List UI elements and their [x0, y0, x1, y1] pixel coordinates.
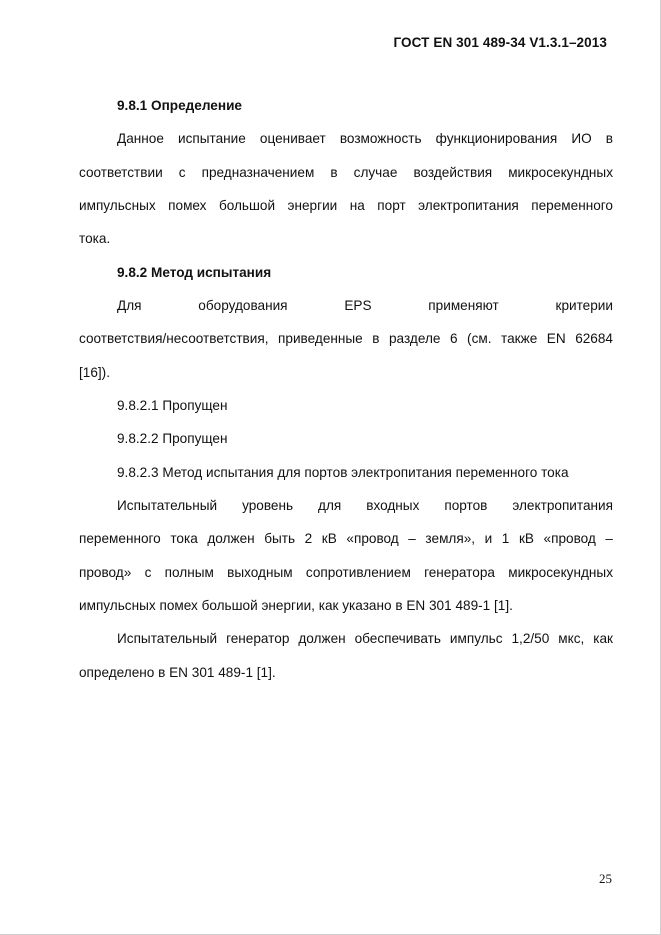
- paragraph-line: Для оборудования EPS применяют критерии: [117, 298, 613, 313]
- paragraph-line: импульсных помех большой энергии на порт электропитания переменного: [79, 198, 613, 213]
- paragraph-line: Испытательный уровень для входных портов электропитания: [117, 498, 613, 513]
- paragraph-line: определено в EN 301 489-1 [1].: [79, 665, 276, 680]
- paragraph-line: Испытательный генератор должен обеспечивать импульс 1,2/50 мкс, как: [117, 631, 613, 646]
- section-heading-9-8-1: 9.8.1 Определение: [117, 98, 242, 113]
- paragraph-line: импульсных помех большой энергии, как указано в EN 301 489-1 [1].: [79, 598, 513, 613]
- subsection-9-8-2-2: 9.8.2.2 Пропущен: [117, 431, 228, 446]
- section-heading-9-8-2: 9.8.2 Метод испытания: [117, 265, 272, 280]
- paragraph-line: тока.: [79, 231, 111, 246]
- page-number: 25: [599, 871, 612, 886]
- paragraph-line: Данное испытание оценивает возможность функционирования ИО в: [117, 131, 613, 146]
- paragraph-line: соответствия/несоответствия, приведенные в разделе 6 (см. также EN 62684: [79, 331, 613, 346]
- subsection-9-8-2-3: 9.8.2.3 Метод испытания для портов электропитания переменного тока: [117, 465, 569, 480]
- document-header: ГОСТ EN 301 489-34 V1.3.1–2013: [393, 35, 607, 50]
- subsection-9-8-2-1: 9.8.2.1 Пропущен: [117, 398, 228, 413]
- paragraph-line: переменного тока должен быть 2 кВ «провод – земля», и 1 кВ «провод –: [79, 531, 613, 546]
- paragraph-line: провод» с полным выходным сопротивлением генератора микросекундных: [79, 565, 613, 580]
- paragraph-line: [16]).: [79, 365, 110, 380]
- paragraph-line: соответствии с предназначением в случае воздействия микросекундных: [79, 165, 613, 180]
